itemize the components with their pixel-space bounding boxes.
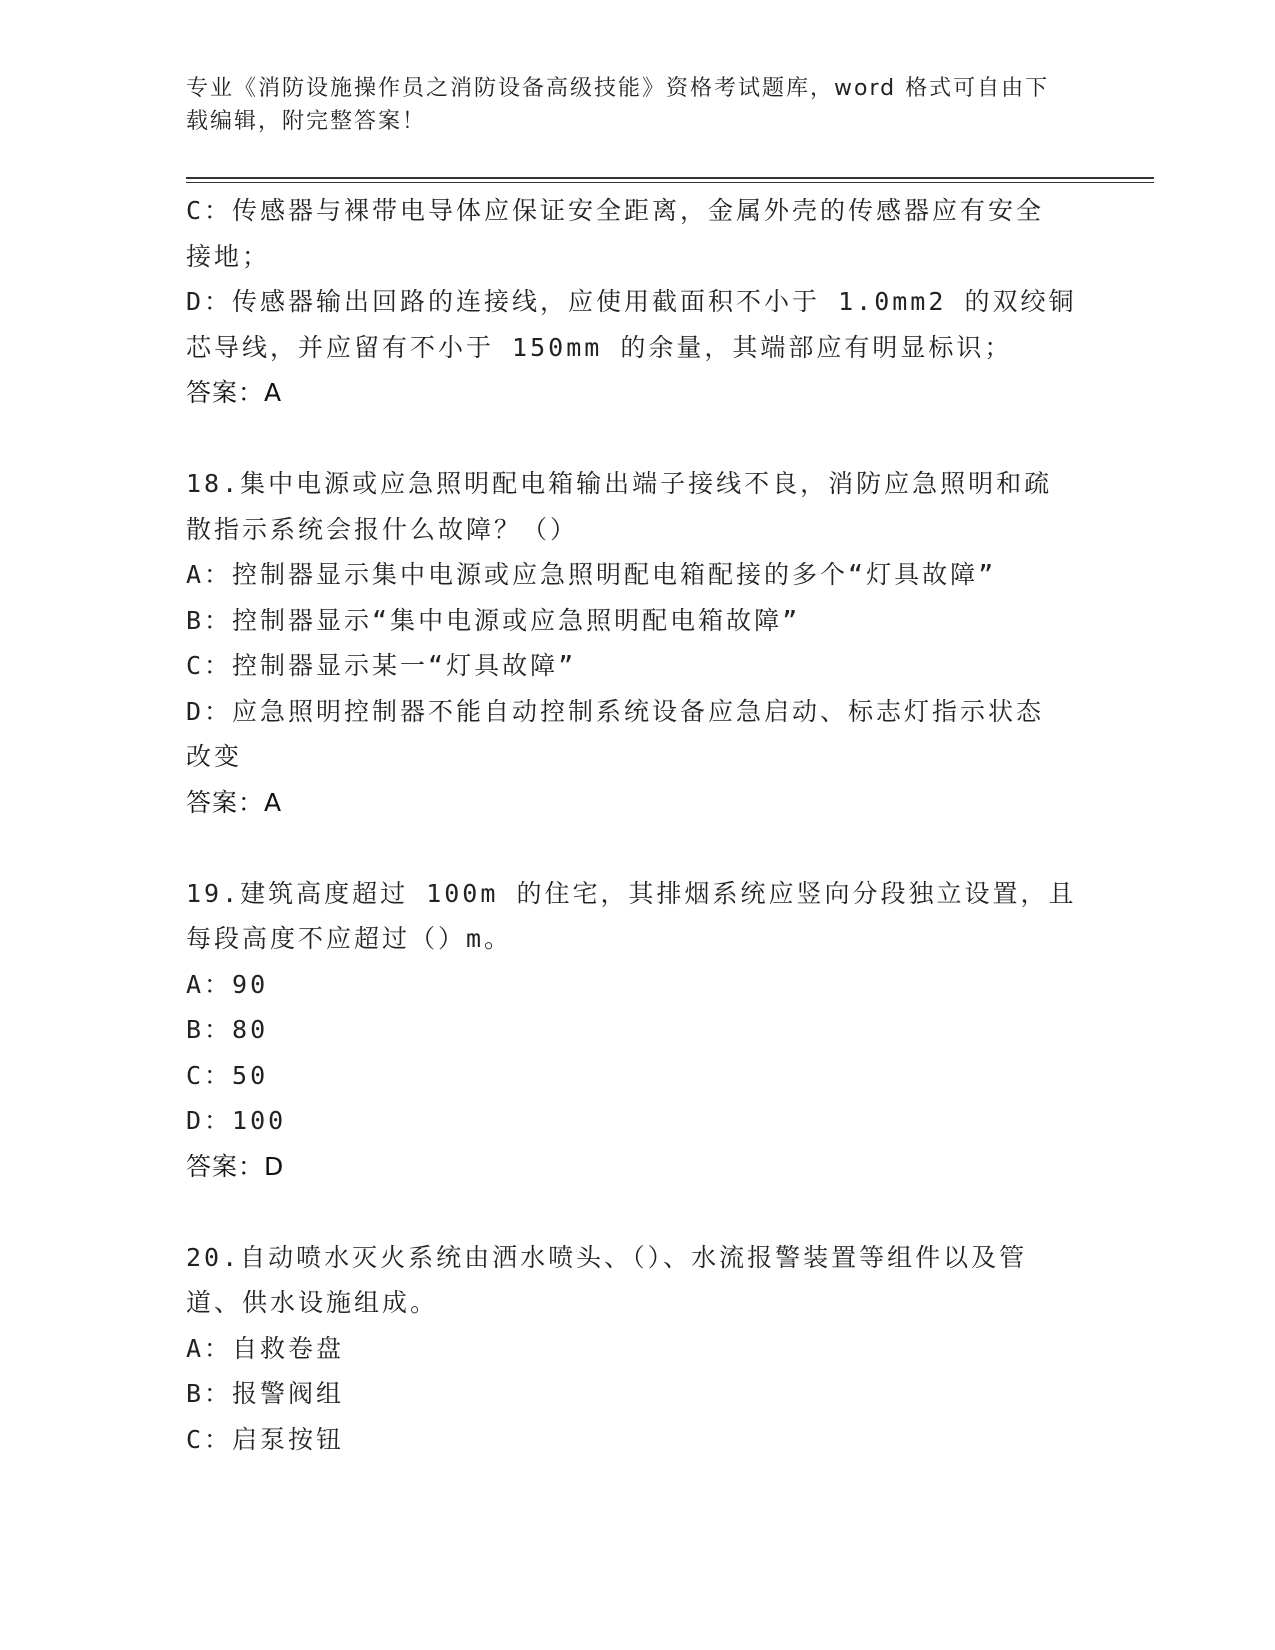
question-stem-line-1: 18.集中电源或应急照明配电箱输出端子接线不良，消防应急照明和疏 [186,469,1053,498]
question-18 [186,461,1066,825]
header-line-2: 载编辑，附完整答案！ [186,109,427,134]
option-b: B：80 [186,1015,269,1044]
question-stem-line-2: 每段高度不应超过（）m。 [186,924,513,953]
header-line-1: 专业《消防设施操作员之消防设备高级技能》资格考试题库，word 格式可自由下 [186,76,1050,101]
option-d-line-2: 芯导线，并应留有不小于 150mm 的余量，其端部应有明显标识； [186,332,1013,362]
question-17-tail [186,188,1077,416]
answer-line: 答案：D [186,1151,285,1181]
question-stem-line-2: 散指示系统会报什么故障？（） [186,514,579,544]
question-stem-line-2: 道、供水设施组成。 [186,1288,439,1317]
option-a: A：90 [186,969,269,999]
question-stem-line-1: 20.自动喷水灭火系统由洒水喷头、（）、水流报警装置等组件以及管 [186,1242,1028,1272]
header-divider-thick [186,177,1154,179]
spacer [186,825,1066,871]
document-header [186,72,1066,138]
answer-line: 答案：A [186,787,283,817]
option-a: A：自救卷盘 [186,1333,345,1363]
option-b: B：控制器显示“集中电源或应急照明配电箱故障” [186,605,801,635]
option-b: B：报警阀组 [186,1379,345,1408]
option-a: A：控制器显示集中电源或应急照明配电箱配接的多个“灯具故障” [186,560,997,589]
option-c-line-1: C：传感器与裸带电导体应保证安全距离，金属外壳的传感器应有安全 [186,196,1045,225]
option-c: C：启泵按钮 [186,1424,345,1454]
option-d-line-1: D：应急照明控制器不能自动控制系统设备应急启动、标志灯指示状态 [186,696,1045,726]
question-stem-line-1: 19.建筑高度超过 100m 的住宅，其排烟系统应竖向分段独立设置，且 [186,878,1077,908]
header-divider-thin [186,182,1154,183]
question-19 [186,871,1077,1190]
option-d-line-1: D：传感器输出回路的连接线，应使用截面积不小于 1.0mm2 的双绞铜 [186,287,1077,316]
spacer [186,1189,1066,1235]
spacer [186,416,1066,462]
question-content [186,188,1077,1462]
option-c: C：控制器显示某一“灯具故障” [186,651,577,680]
option-d-line-2: 改变 [186,742,243,771]
answer-line: 答案：A [186,378,283,407]
question-20 [186,1235,1066,1463]
option-c-line-2: 接地； [186,241,271,271]
option-c: C：50 [186,1060,269,1090]
option-d: D：100 [186,1106,287,1135]
